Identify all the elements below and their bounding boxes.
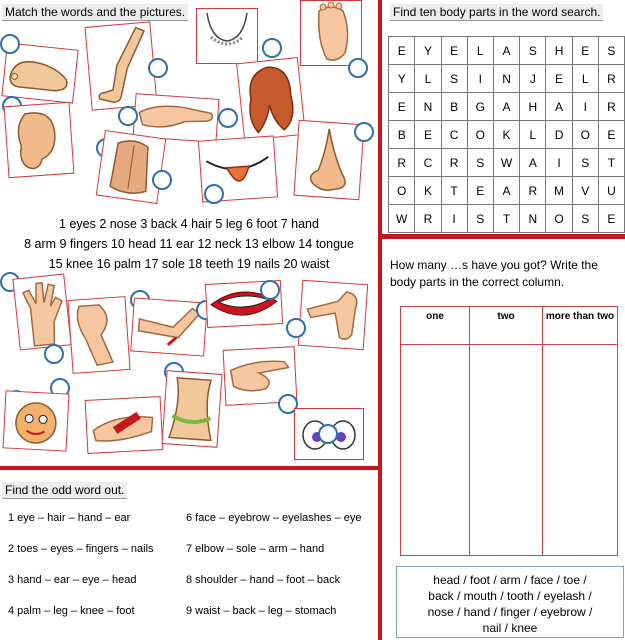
wordsearch-cell[interactable]: M [546,177,572,205]
picture-waist [161,370,222,448]
answer-circle[interactable] [152,170,172,190]
wordsearch-cell[interactable]: A [546,93,572,121]
picture-neck [196,8,258,64]
wordsearch-cell[interactable]: K [415,177,441,205]
wordsearch-cell[interactable]: S [441,65,467,93]
howmany-heading-line: body parts in the correct column. [390,275,565,289]
odd-item: 6 face – eyebrow – eyelashes – eye [186,512,362,524]
body-parts-table [400,306,618,556]
wordsearch-row [389,37,625,65]
wordsearch-cell[interactable]: C [415,149,441,177]
word-list [0,214,378,274]
wordsearch-cell[interactable]: E [467,177,493,205]
wordsearch-cell[interactable]: L [415,65,441,93]
answer-circle[interactable] [348,58,368,78]
word-list-line: 8 arm 9 fingers 10 head 11 ear 12 neck 13 elbow 14 tongue [24,237,354,251]
odd-item: 8 shoulder – hand – foot – back [186,574,341,586]
wordsearch-cell[interactable]: S [467,205,493,233]
wordsearch-cell[interactable]: S [572,205,598,233]
wordsearch-cell[interactable]: E [598,121,624,149]
wordsearch-cell[interactable]: N [415,93,441,121]
wordsearch-cell[interactable]: A [520,149,546,177]
odd-item: 2 toes – eyes – fingers – nails [8,543,154,555]
column-header-one: one [401,307,470,345]
wordsearch-cell[interactable]: H [520,93,546,121]
wordsearch-cell[interactable]: E [441,37,467,65]
answer-circle[interactable] [118,106,138,126]
column-header-more: more than two [543,307,618,345]
howmany-heading [390,257,598,291]
picture-nails [85,396,164,454]
picture-head [3,390,70,451]
wordsearch-cell[interactable]: E [389,37,415,65]
oddout-panel [0,470,378,640]
column-header-two: two [470,307,543,345]
wordsearch-cell[interactable]: N [520,205,546,233]
picture-knee [67,296,130,374]
wordsearch-cell[interactable]: K [493,121,519,149]
wordsearch-cell[interactable]: O [467,121,493,149]
wordsearch-cell[interactable]: E [546,65,572,93]
picture-hand [12,273,71,350]
wordsearch-cell[interactable]: I [572,93,598,121]
odd-item: 3 hand – ear – eye – head [8,574,137,586]
wordsearch-cell[interactable]: O [572,121,598,149]
word-list-line: 15 knee 16 palm 17 sole 18 teeth 19 nails 20 waist [48,257,330,271]
oddout-heading: Find the odd word out. [2,482,127,499]
wordsearch-cell[interactable]: I [441,205,467,233]
answer-circle[interactable] [218,108,238,128]
picture-sole [300,0,362,66]
odd-item: 9 waist – back – leg – stomach [186,605,337,617]
wordsearch-row [389,121,625,149]
wordsearch-cell[interactable]: S [520,37,546,65]
odd-item: 7 elbow – sole – arm – hand [186,543,325,555]
wordsearch-cell[interactable]: E [572,37,598,65]
wordsearch-cell[interactable]: D [546,121,572,149]
picture-ear [4,102,75,178]
answer-circle[interactable] [148,58,168,78]
answer-circle[interactable] [318,424,338,444]
wordsearch-cell[interactable]: R [520,177,546,205]
wordsearch-cell[interactable]: R [598,65,624,93]
wordsearch-cell[interactable]: S [572,149,598,177]
answer-circle[interactable] [260,280,280,300]
wordsearch-cell[interactable]: V [572,177,598,205]
wordsearch-cell[interactable]: W [389,205,415,233]
word-bank-line: head / foot / arm / face / toe / [433,573,587,587]
wordsearch-cell[interactable]: O [546,205,572,233]
wordsearch-cell[interactable]: R [389,149,415,177]
wordsearch-cell[interactable]: T [441,177,467,205]
wordsearch-cell[interactable]: B [389,121,415,149]
wordsearch-cell[interactable]: H [546,37,572,65]
odd-item: 4 palm – leg – knee – foot [8,605,135,617]
answer-cell-more[interactable] [543,345,618,556]
wordsearch-cell[interactable]: I [467,65,493,93]
word-bank-line: nose / hand / finger / eyebrow / [427,605,593,619]
answer-circle[interactable] [354,122,374,142]
answer-cell-two[interactable] [470,345,543,556]
wordsearch-cell[interactable]: R [441,149,467,177]
match-panel [0,0,379,468]
wordsearch-cell[interactable]: L [520,121,546,149]
wordsearch-row [389,177,625,205]
odd-item: 1 eye – hair – hand – ear [8,512,131,524]
picture-arm [298,280,368,350]
wordsearch-cell[interactable]: R [598,93,624,121]
answer-circle[interactable] [204,184,224,204]
wordsearch-cell[interactable]: J [520,65,546,93]
match-heading: Match the words and the pictures. [2,4,188,21]
wordsearch-cell[interactable]: S [467,149,493,177]
wordsearch-cell[interactable]: N [493,65,519,93]
howmany-heading-line: How many …s have you got? Write the [390,258,598,272]
wordsearch-cell[interactable]: A [493,37,519,65]
wordsearch-cell[interactable]: L [467,37,493,65]
wordsearch-grid [388,36,625,233]
wordsearch-cell[interactable]: B [441,93,467,121]
word-bank [396,566,624,638]
wordsearch-cell[interactable]: U [598,177,624,205]
answer-circle[interactable] [286,318,306,338]
wordsearch-heading: Find ten body parts in the word search. [390,4,603,21]
wordsearch-row [389,65,625,93]
wordsearch-cell[interactable]: O [389,177,415,205]
answer-circle[interactable] [262,38,282,58]
answer-circle[interactable] [0,34,20,54]
picture-hair [236,57,306,141]
wordsearch-cell[interactable]: G [467,93,493,121]
answer-cell-one[interactable] [401,345,470,556]
wordsearch-row [389,205,625,233]
wordsearch-cell[interactable]: R [415,205,441,233]
word-bank-line: nail / knee [482,621,538,635]
answer-circle[interactable] [44,344,64,364]
word-list-line: 1 eyes 2 nose 3 back 4 hair 5 leg 6 foot 7 hand [59,217,319,231]
wordsearch-cell[interactable]: C [441,121,467,149]
wordsearch-cell[interactable]: T [493,205,519,233]
wordsearch-cell[interactable]: E [598,205,624,233]
wordsearch-cell[interactable]: A [493,177,519,205]
wordsearch-cell[interactable]: S [598,37,624,65]
wordsearch-row [389,149,625,177]
wordsearch-row [389,93,625,121]
wordsearch-cell[interactable]: W [493,149,519,177]
wordsearch-cell[interactable]: A [493,93,519,121]
wordsearch-cell[interactable]: T [598,149,624,177]
word-bank-line: back / mouth / tooth / eyelash / [428,589,592,603]
picture-back [96,130,167,204]
wordsearch-cell[interactable]: I [546,149,572,177]
wordsearch-cell[interactable]: Y [389,65,415,93]
wordsearch-cell[interactable]: E [415,121,441,149]
wordsearch-cell[interactable]: Y [415,37,441,65]
wordsearch-cell[interactable]: E [389,93,415,121]
wordsearch-cell[interactable]: L [572,65,598,93]
